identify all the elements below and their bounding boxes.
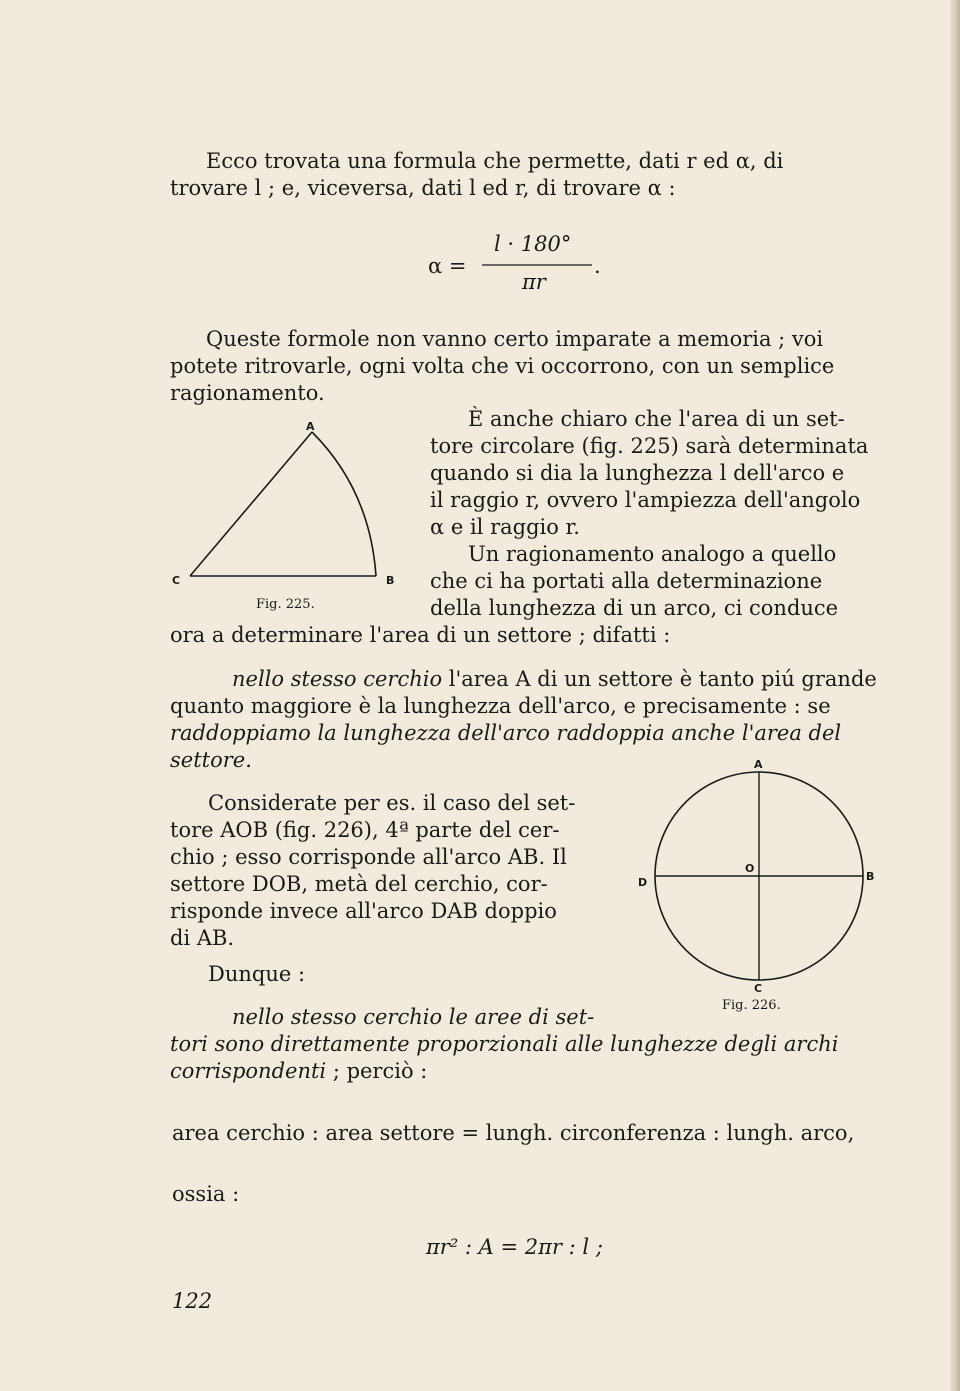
formula-numerator: l · 180° [494,232,572,256]
para3-line-5: α e il raggio r. [430,515,580,539]
para6-line-5: risponde invece all'arco DAB doppio [170,899,557,923]
paragraph-conclusion [170,1004,870,1085]
para5-italic-phrase: nello stesso cerchio [232,667,443,691]
ossia-label: ossia : [172,1182,240,1206]
para2-line-1: Queste formole non vanno certo imparate a memoria ; voi [206,327,824,351]
para7-line-2: tori sono direttamente proporzionali alle lunghezze degli archi [170,1032,839,1056]
para7-line-3-rest: ; perciò : [326,1059,428,1083]
fig226-label-b: B [866,870,875,883]
fig225-caption: Fig. 225. [256,597,315,612]
fig225-label-a: A [306,420,315,433]
para3-line-1-text: È anche chiaro che l'area di un set- [468,407,845,431]
paragraph-sector-area [430,406,870,541]
fig225-label-c: C [172,574,181,587]
paragraph-analogy [430,541,870,622]
para4-line-2: che ci ha portati alla determinazione [430,569,823,593]
para5-line-2: quanto maggiore è la lunghezza dell'arco, e precisamente : se [170,694,831,718]
paragraph-example [170,790,610,952]
dunque-label: Dunque : [208,962,306,986]
formula-lhs: α = [428,254,467,278]
para7-line-3 [170,1058,870,1085]
para6-line-2: tore AOB (fig. 226), 4ª parte del cer- [170,818,560,842]
para3-line-2: tore circolare (fig. 225) sarà determinata [430,434,869,458]
para2-line-2: potete ritrovarle, ogni volta che vi occorrono, con un semplice [170,354,835,378]
proportion-statement: area cerchio : area settore = lungh. circonferenza : lungh. arco, [172,1121,855,1145]
para3-line-4: il raggio r, ovvero l'ampiezza dell'angolo [430,488,861,512]
para7-line-1: nello stesso cerchio le aree di set- [232,1005,595,1029]
para4-line-1: Un ragionamento analogo a quello [468,542,837,566]
para5-line-3: raddoppiamo la lunghezza dell'arco raddoppia anche l'area del [170,721,842,745]
para5-line-1 [170,666,877,693]
fraction-bar [482,264,602,268]
sector-drawing [180,420,400,590]
circle-drawing [645,768,875,998]
para3-line-3: quando si dia la lunghezza l dell'arco e [430,461,845,485]
para4-line-4: ora a determinare l'area di un settore ; difatti : [170,623,671,647]
fig226-label-d: D [638,876,648,889]
fig226-label-a: A [754,758,763,771]
fig226-label-c: C [754,982,763,995]
formula-area-proportion: πr² : A = 2πr : l ; [426,1235,603,1259]
page-edge [950,0,960,1391]
para5-line-4: settore. [170,748,252,772]
intro-paragraph [170,148,870,229]
para3-line-1 [430,406,870,433]
para4-line-3: della lunghezza di un arco, ci conduce [430,596,839,620]
fig225-label-b: B [386,574,395,587]
intro-line-1: Ecco trovata una formula che permette, dati r ed α, di [206,149,784,173]
page-number: 122 [172,1289,213,1313]
fig226-label-o: O [745,862,755,875]
intro-line-2: trovare l ; e, viceversa, dati l ed r, di trovare α : [170,176,676,200]
para5-line-1-rest: l'area A di un settore è tanto piú grande [442,667,877,691]
paragraph-proportionality [170,666,877,774]
para6-line-1: Considerate per es. il caso del set- [208,791,576,815]
para6-line-6: di AB. [170,926,235,950]
formula-denominator: πr [522,270,546,294]
para6-line-3: chio ; esso corrisponde all'arco AB. Il [170,845,567,869]
para7-italic-word: corrispondenti [170,1059,327,1083]
para2-line-3: ragionamento. [170,381,325,405]
para6-line-4: settore DOB, metà del cerchio, cor- [170,872,548,896]
formula-end: . [594,254,601,278]
paragraph-formulas-note [170,326,870,407]
fig226-caption: Fig. 226. [722,998,781,1013]
